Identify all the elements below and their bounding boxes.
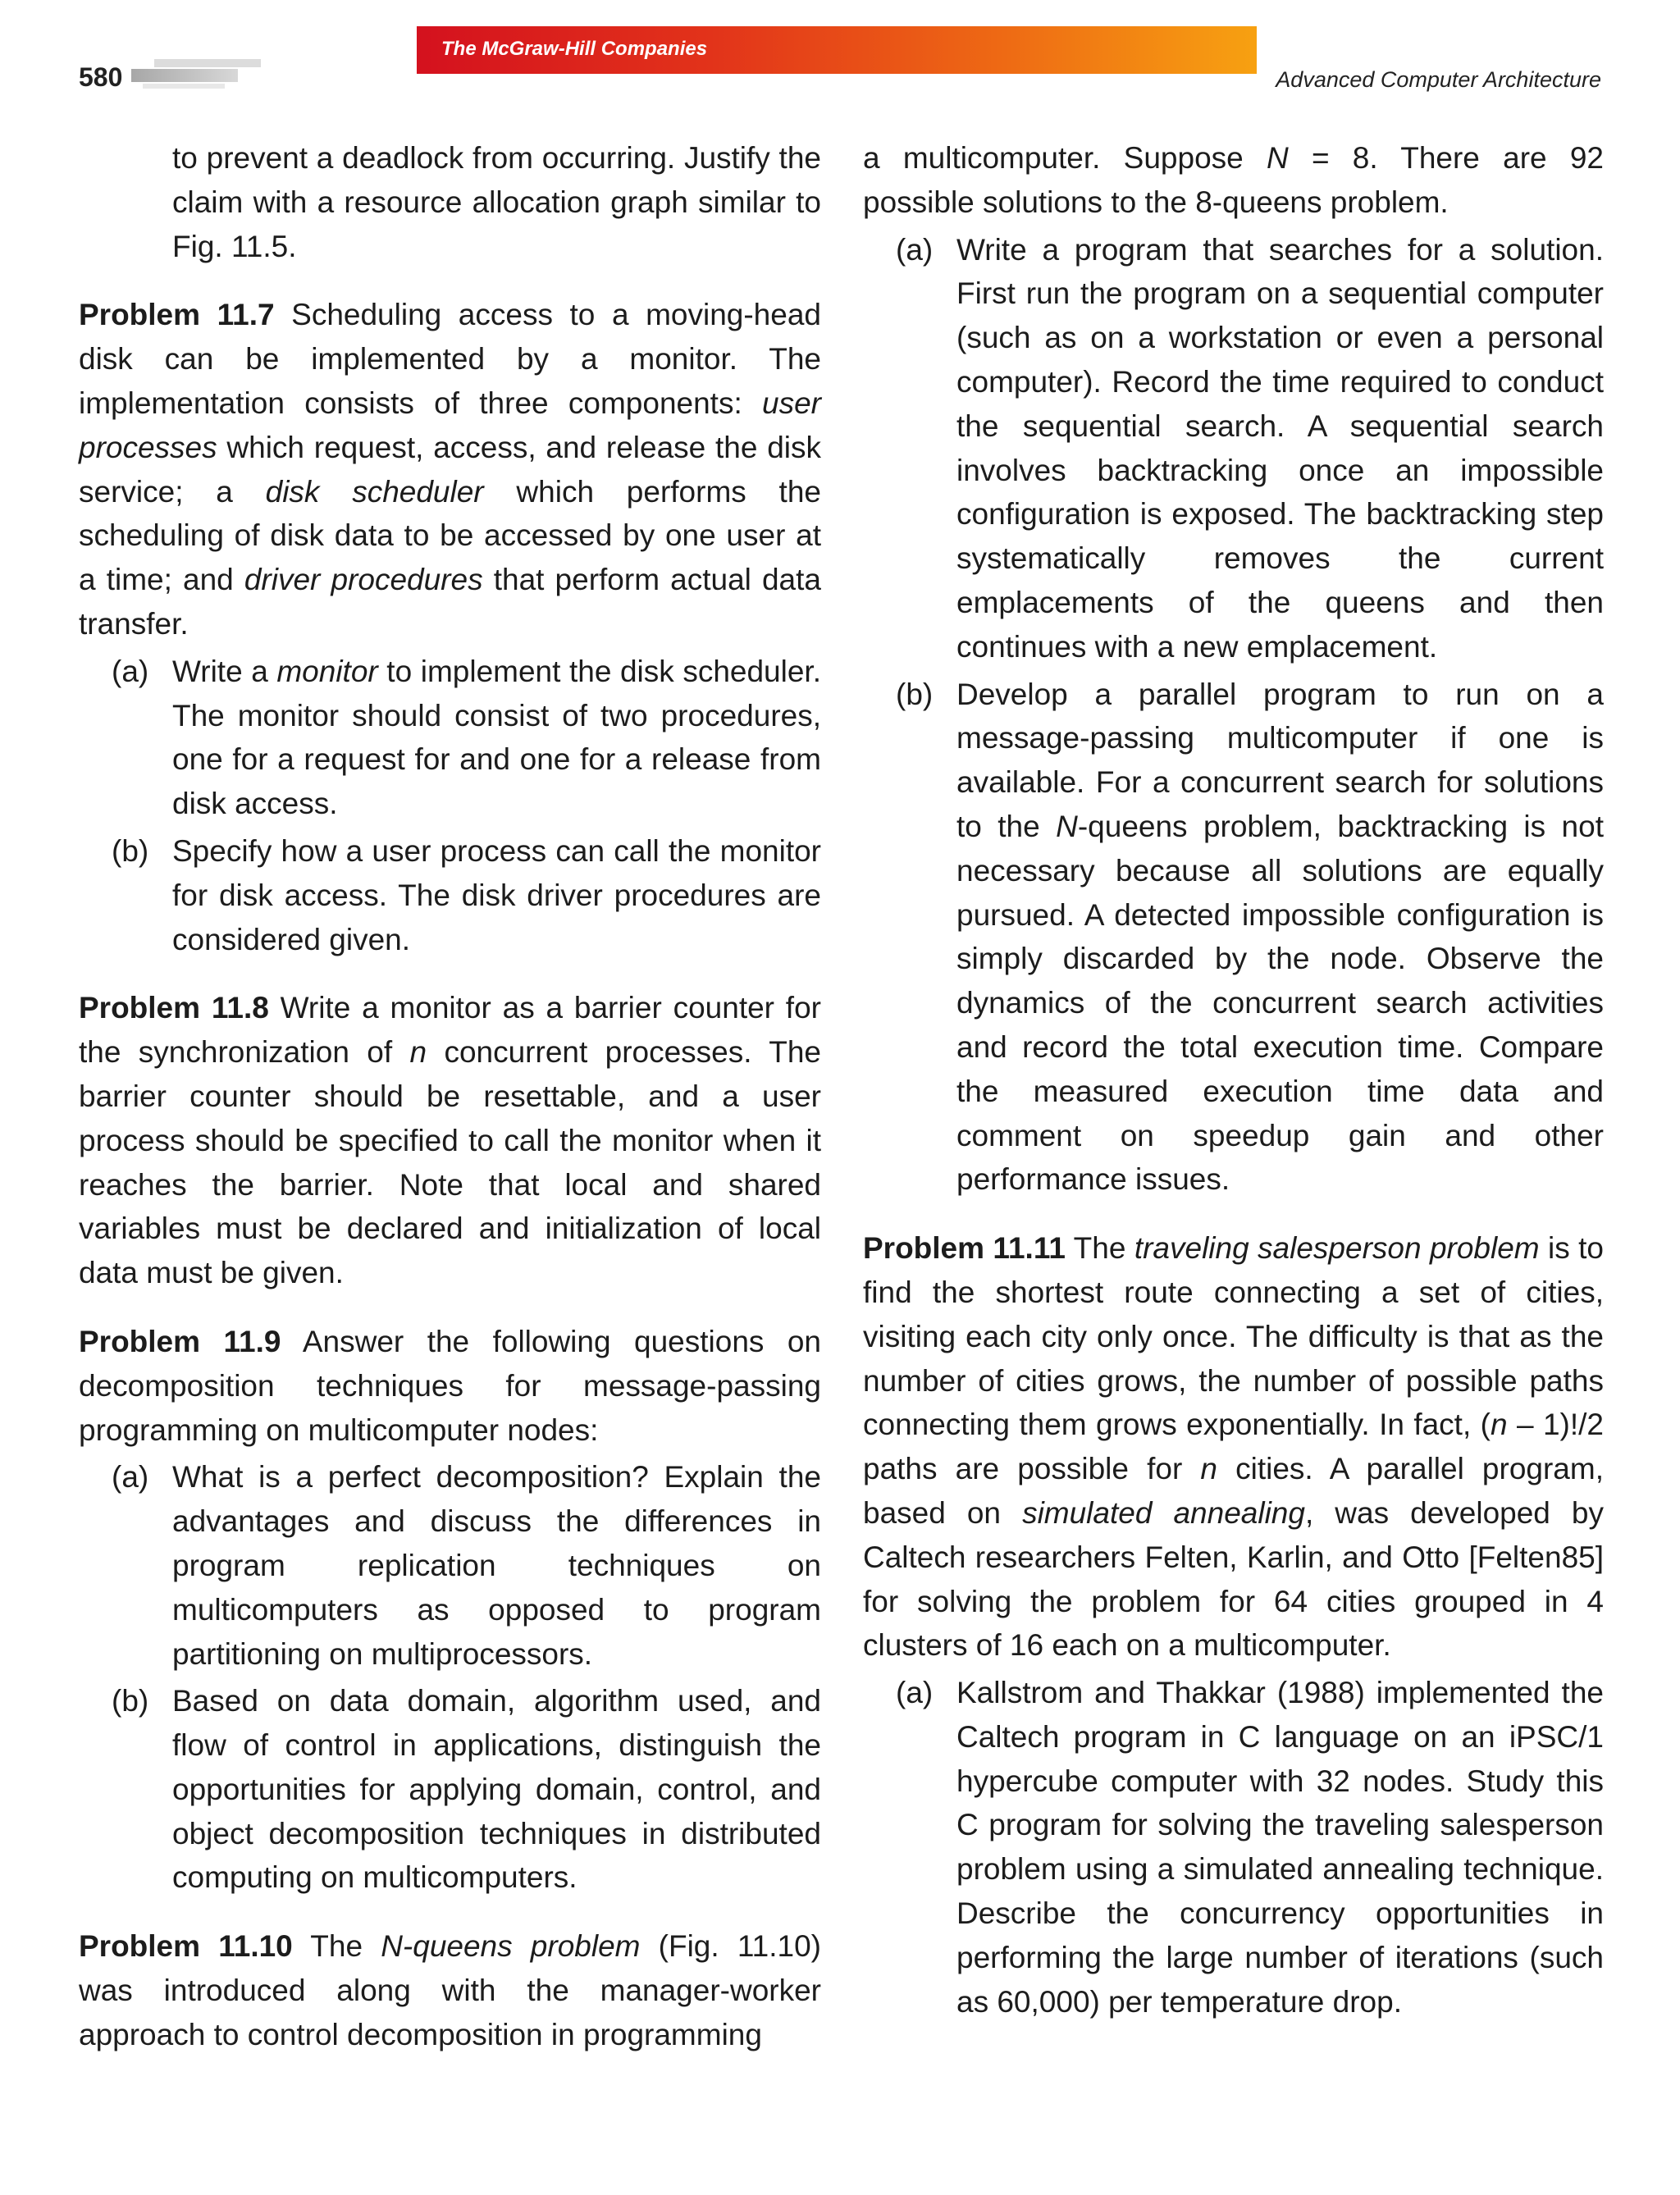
problem-11-9-item-a: (a) What is a perfect decomposition? Explain the advantages and discuss the differences in program replication techniques on multicomputers as opposed to program partitioning on multiprocessors. bbox=[112, 1460, 821, 1671]
problem-11-7-text: Problem 11.7 Scheduling access to a moving-head disk can be implemented by a monitor. The implementation consists of three components: user processes which request, access, and release the disk service; a disk scheduler which performs the scheduling of disk data to be accessed by one user at a time; and driver procedures that perform actual data transfer. bbox=[79, 298, 821, 641]
problem-11-11 bbox=[863, 1226, 1604, 2024]
problem-11-9-item-b: (b) Based on data domain, algorithm used, and flow of control in applications, distinguish the opportunities for applying domain, control, and object decomposition techniques in distributed computing on multicomputers. bbox=[112, 1684, 821, 1895]
problem-11-9-text: Problem 11.9 Answer the following questions on decomposition techniques for message-passing programming on multicomputer nodes: bbox=[79, 1324, 821, 1447]
problem-11-8 bbox=[79, 986, 821, 1295]
problem-11-7 bbox=[79, 293, 821, 961]
problem-11-10-heading: Problem 11.10 bbox=[79, 1929, 293, 1964]
problem-11-8-heading: Problem 11.8 bbox=[79, 991, 269, 1025]
continuation-text-right: a multicomputer. Suppose N = 8. There are 92 possible solutions to the 8-queens problem. bbox=[863, 141, 1604, 219]
problem-11-10-item-b: (b) Develop a parallel program to run on a message-passing multicomputer if one is available. For a concurrent search for solutions to the N-queens problem, backtracking is not necessary because all solutions are equally pursued. A detected impossible configuration is simply discarded by the node. Observe the dynamics of the concurrent search activities and record the total execution time. Compare the measured execution time data and comment on speedup gain and other performance issues. bbox=[896, 677, 1604, 1197]
continuation-text-left: to prevent a deadlock from occurring. Justify the claim with a resource allocation graph similar to Fig. 11.5. bbox=[172, 141, 821, 263]
problem-11-10 bbox=[79, 1924, 821, 2056]
problem-11-7-heading: Problem 11.7 bbox=[79, 298, 275, 332]
problem-11-9-heading: Problem 11.9 bbox=[79, 1324, 281, 1358]
problem-11-11-heading: Problem 11.11 bbox=[863, 1231, 1066, 1266]
problem-11-11-item-a: (a) Kallstrom and Thakkar (1988) implemented the Caltech program in C language on an iPSC/1 hypercube computer with 32 nodes. Study this C program for solving the traveling salesperson problem using a simulated annealing technique. Describe the concurrency opportunities in performing the large number of iterations (such as 60,000) per temperature drop. bbox=[896, 1676, 1604, 2019]
page-number-decoration bbox=[131, 69, 238, 82]
running-head: Advanced Computer Architecture bbox=[1276, 67, 1601, 92]
page-number: 580 bbox=[79, 62, 123, 92]
problem-11-11-text: Problem 11.11 The traveling salesperson problem is to find the shortest route connecting a set of cities, visiting each city only once. The difficulty is that as the number of cities grows, the number of possible paths connecting them grows exponentially. In fact, (n – 1)!/2 paths are possible for n cities. A parallel program, based on simulated annealing, was developed by Caltech researchers Felten, Karlin, and Otto [Felten85] for solving the problem for 64 cities grouped in 4 clusters of 16 each on a multicomputer. bbox=[863, 1231, 1605, 1663]
problem-11-9 bbox=[79, 1320, 821, 1900]
problem-11-10-item-a: (a) Write a program that searches for a solution. First run the program on a sequential computer (such as on a workstation or even a personal computer). Record the time required to conduct the sequential search. A sequential search involves backtracking once an impossible configuration is exposed. The backtracking step systematically removes the current emplacements of the queens and then continues with a new emplacement. bbox=[896, 232, 1604, 664]
problem-11-8-text: Problem 11.8 Write a monitor as a barrier counter for the synchronization of n concurrent processes. The barrier counter should be resettable, and a user process should be specified to call the monitor when it reaches the barrier. Note that local and shared variables must be declared and initialization of local data must be given. bbox=[79, 991, 822, 1290]
left-column bbox=[79, 136, 821, 2082]
problem-11-7-item-a: (a) Write a monitor to implement the disk scheduler. The monitor should consist of two procedures, one for a request for and one for a release from disk access. bbox=[112, 654, 821, 821]
publisher-name: The McGraw-Hill Companies bbox=[441, 38, 708, 60]
right-column bbox=[863, 136, 1604, 2027]
problem-11-7-item-b: (b) Specify how a user process can call the monitor for disk access. The disk driver procedures are considered given. bbox=[112, 833, 821, 956]
problem-11-10-text: Problem 11.10 The N-queens problem (Fig. 11.10) was introduced along with the manager-worker approach to control decomposition in programming bbox=[79, 1929, 821, 2051]
